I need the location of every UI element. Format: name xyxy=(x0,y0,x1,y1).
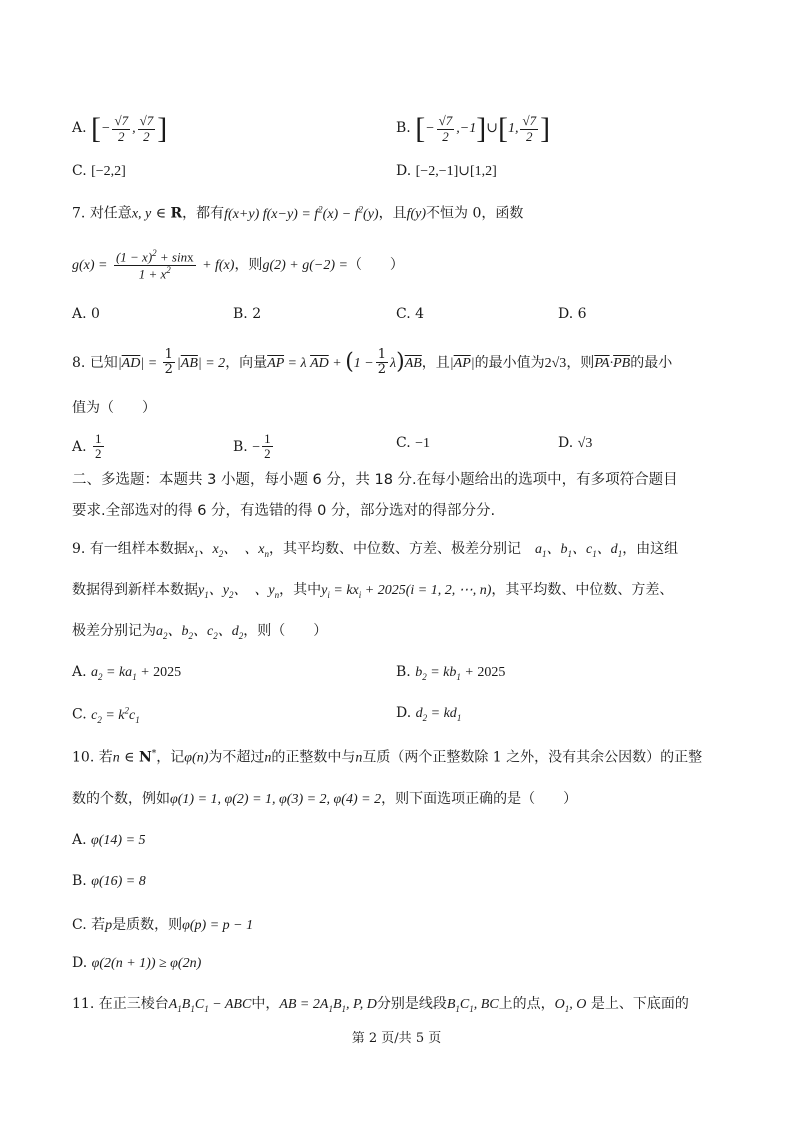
q8-option-c[interactable]: C. −1 xyxy=(396,435,431,451)
q7-stem-line2: g(x) = $\frac{(1 - x)^2 + \sin x}{1 + x^2}$ + f(x)，则g(2) + g(−2) =（ ） xyxy=(72,248,404,281)
q8-stem-line2: 值为（ ） xyxy=(72,400,156,416)
q6-option-a-formula: [− $\frac{√7}{2}$ , $\frac{√7}{2}$ ] xyxy=(91,112,168,145)
q10-option-b[interactable]: B. φ(16) = 8 xyxy=(72,873,146,889)
page-footer: 第 2 页/共 5 页 xyxy=(351,1031,442,1046)
q7-option-c[interactable]: C. 4 xyxy=(396,306,425,322)
q7-option-b[interactable]: B. 2 xyxy=(233,306,262,322)
q6-option-a[interactable]: A. [− $\frac{√7}{2}$ , $\frac{√7}{2}$ ] xyxy=(72,112,168,145)
q10-stem-line2: 数的个数，例如φ(1) = 1, φ(2) = 1, φ(3) = 2, φ(4) = 2，则下面选项正确的是（ ） xyxy=(72,791,578,807)
q9-stem-line3: 极差分别记为$a_2$、$b_2$、$c_2$、$d_2$，则（ ） xyxy=(72,623,328,641)
q9-stem-line2: 数据得到新样本数据$y_1$、$y_2$、 、$y_n$，其中$y_i = kx_i + 2025(i = 1$, 2, ⋯, n)，其平均数、中位数、方差、 xyxy=(72,582,674,600)
q10-option-c[interactable]: C. 若p是质数，则φ(p) = p − 1 xyxy=(72,917,254,933)
q6-option-b[interactable]: B. [− $\frac{√7}{2}$ ,−1]∪[1, $\frac{√7}{2}$ ] xyxy=(396,112,551,145)
q7-option-d[interactable]: D. 6 xyxy=(558,306,587,322)
q6-option-c[interactable]: C. [−2,2] xyxy=(72,163,126,179)
q9-stem-line1: 9. 有一组样本数据$x_1$、$x_2$、 、$x_n$，其平均数、中位数、方差、极差分别记 $a_1$、$b_1$、$c_1$、$d_1$，由这组 xyxy=(72,541,679,559)
q8-option-d[interactable]: D. √3 xyxy=(558,435,593,451)
q11-stem-line1: 11. 在正三棱台$A_1B_1C_1$ − ABC中，AB = $2A_1B_1$, P, D分别是线段$B_1C_1$, BC上的点，$O_1$, O 是上、下底面的 xyxy=(72,996,689,1014)
q6-option-b-formula: [− $\frac{√7}{2}$ ,−1]∪[1, $\frac{√7}{2}$ ] xyxy=(415,112,551,145)
q7-stem-line1: 7. 对任意x, y ∈ R，都有f(x+y) $f(x-y) = f^2(x) - f^2(y)$，且f(y)不恒为 0，函数 xyxy=(72,204,524,222)
section-multi-choice-line2: 要求.全部选对的得 6 分，有选错的得 0 分，部分选对的得部分分. xyxy=(72,503,496,519)
q8-option-b[interactable]: B. − $\frac{1}{2}$ xyxy=(233,431,271,462)
q7-option-a[interactable]: A. 0 xyxy=(72,306,100,322)
q8-option-a[interactable]: A. $\frac{1}{2}$ xyxy=(72,431,102,462)
q9-option-d[interactable]: D. $d_2 = kd_1$ xyxy=(396,705,462,723)
q8-stem-line1: 8. 已知$|\overline{AD}|$ = $\frac{1}{2}$ $|\overline{AB}| = 2$，向量$\overline{AP} = \lambda$ $\overline{AD} + (1$ − $\frac{1}{2}$ $\lambda)\overline{AB}$，且$|\overline{AP}|$的最小值为2√3，则$\overline{PA}\cdot\overline{PB}$的最小 xyxy=(72,347,673,378)
q9-option-c[interactable]: C. $c_2 = k^2c_1$ xyxy=(72,705,140,725)
section-multi-choice-line1: 二、多选题：本题共 3 小题，每小题 6 分，共 18 分.在每小题给出的选项中，有多项符合题目 xyxy=(72,472,678,488)
q10-option-d[interactable]: D. φ(2(n + 1)) ≥ φ(2n) xyxy=(72,955,202,971)
q9-option-b[interactable]: B. $b_2 = kb_1 + 2025$ xyxy=(396,664,506,682)
q10-option-a[interactable]: A. φ(14) = 5 xyxy=(72,832,146,848)
q9-option-a[interactable]: A. $a_2 = ka_1 + 2025$ xyxy=(72,664,182,682)
q10-stem-line1: 10. 若n ∈ N*，记φ(n)为不超过n的正整数中与n互质（两个正整数除 1 之外，没有其余公因数）的正整 xyxy=(72,749,703,766)
q6-option-d[interactable]: D. [−2,−1]∪[1,2] xyxy=(396,163,497,179)
